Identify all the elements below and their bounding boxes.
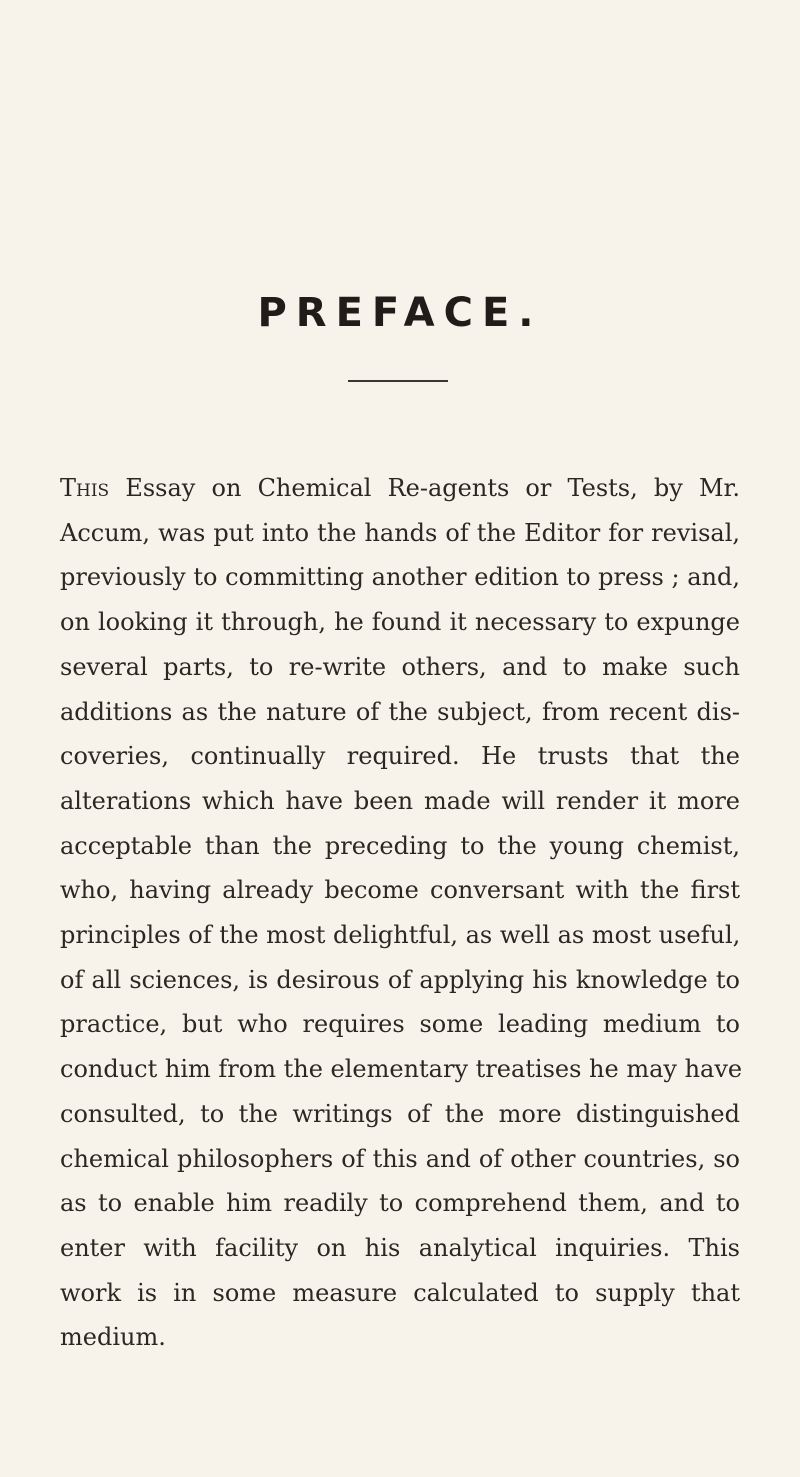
text-line: of all sciences, is desirous of applying his knowledge to [60, 965, 740, 994]
text-line: who, having already become conversant with the first [60, 876, 740, 905]
title-divider [348, 380, 448, 382]
text-line: enter with facility on his analytical inquiries. This [60, 1233, 740, 1262]
text-line: chemical philosophers of this and of other countries, so [60, 1144, 740, 1173]
text-line: coveries, continually required. He trusts that the [60, 742, 740, 771]
text-line: medium. [60, 1323, 166, 1352]
page-title: PREFACE. [257, 290, 543, 336]
text-line: principles of the most delightful, as well as most useful, [60, 921, 741, 950]
text-line: additions as the nature of the subject, from recent dis- [60, 697, 740, 726]
text-line: Accum, was put into the hands of the Editor for revisal, [60, 518, 740, 547]
text-line [60, 466, 740, 511]
text-line: alterations which have been made will render it more [60, 786, 740, 815]
text-line: work is in some measure calculated to supply that [60, 1278, 740, 1307]
text-line: several parts, to re-write others, and to make such [60, 652, 740, 681]
text-line: as to enable him readily to comprehend them, and to [60, 1189, 740, 1218]
text-line: consulted, to the writings of the more distinguished [60, 1099, 740, 1128]
first-word: This [60, 474, 110, 502]
text-line: conduct him from the elementary treatises he may have [60, 1055, 743, 1084]
text-line: previously to committing another edition to press ; and, [60, 563, 740, 592]
text-line: on looking it through, he found it necessary to expunge [60, 608, 740, 637]
text-line: acceptable than the preceding to the young chemist, [60, 831, 740, 860]
first-line-rest: Essay on Chemical Re-agents or Tests, by Mr. [109, 474, 740, 502]
text-line: practice, but who requires some leading medium to [60, 1010, 740, 1039]
preface-paragraph [60, 466, 743, 1360]
